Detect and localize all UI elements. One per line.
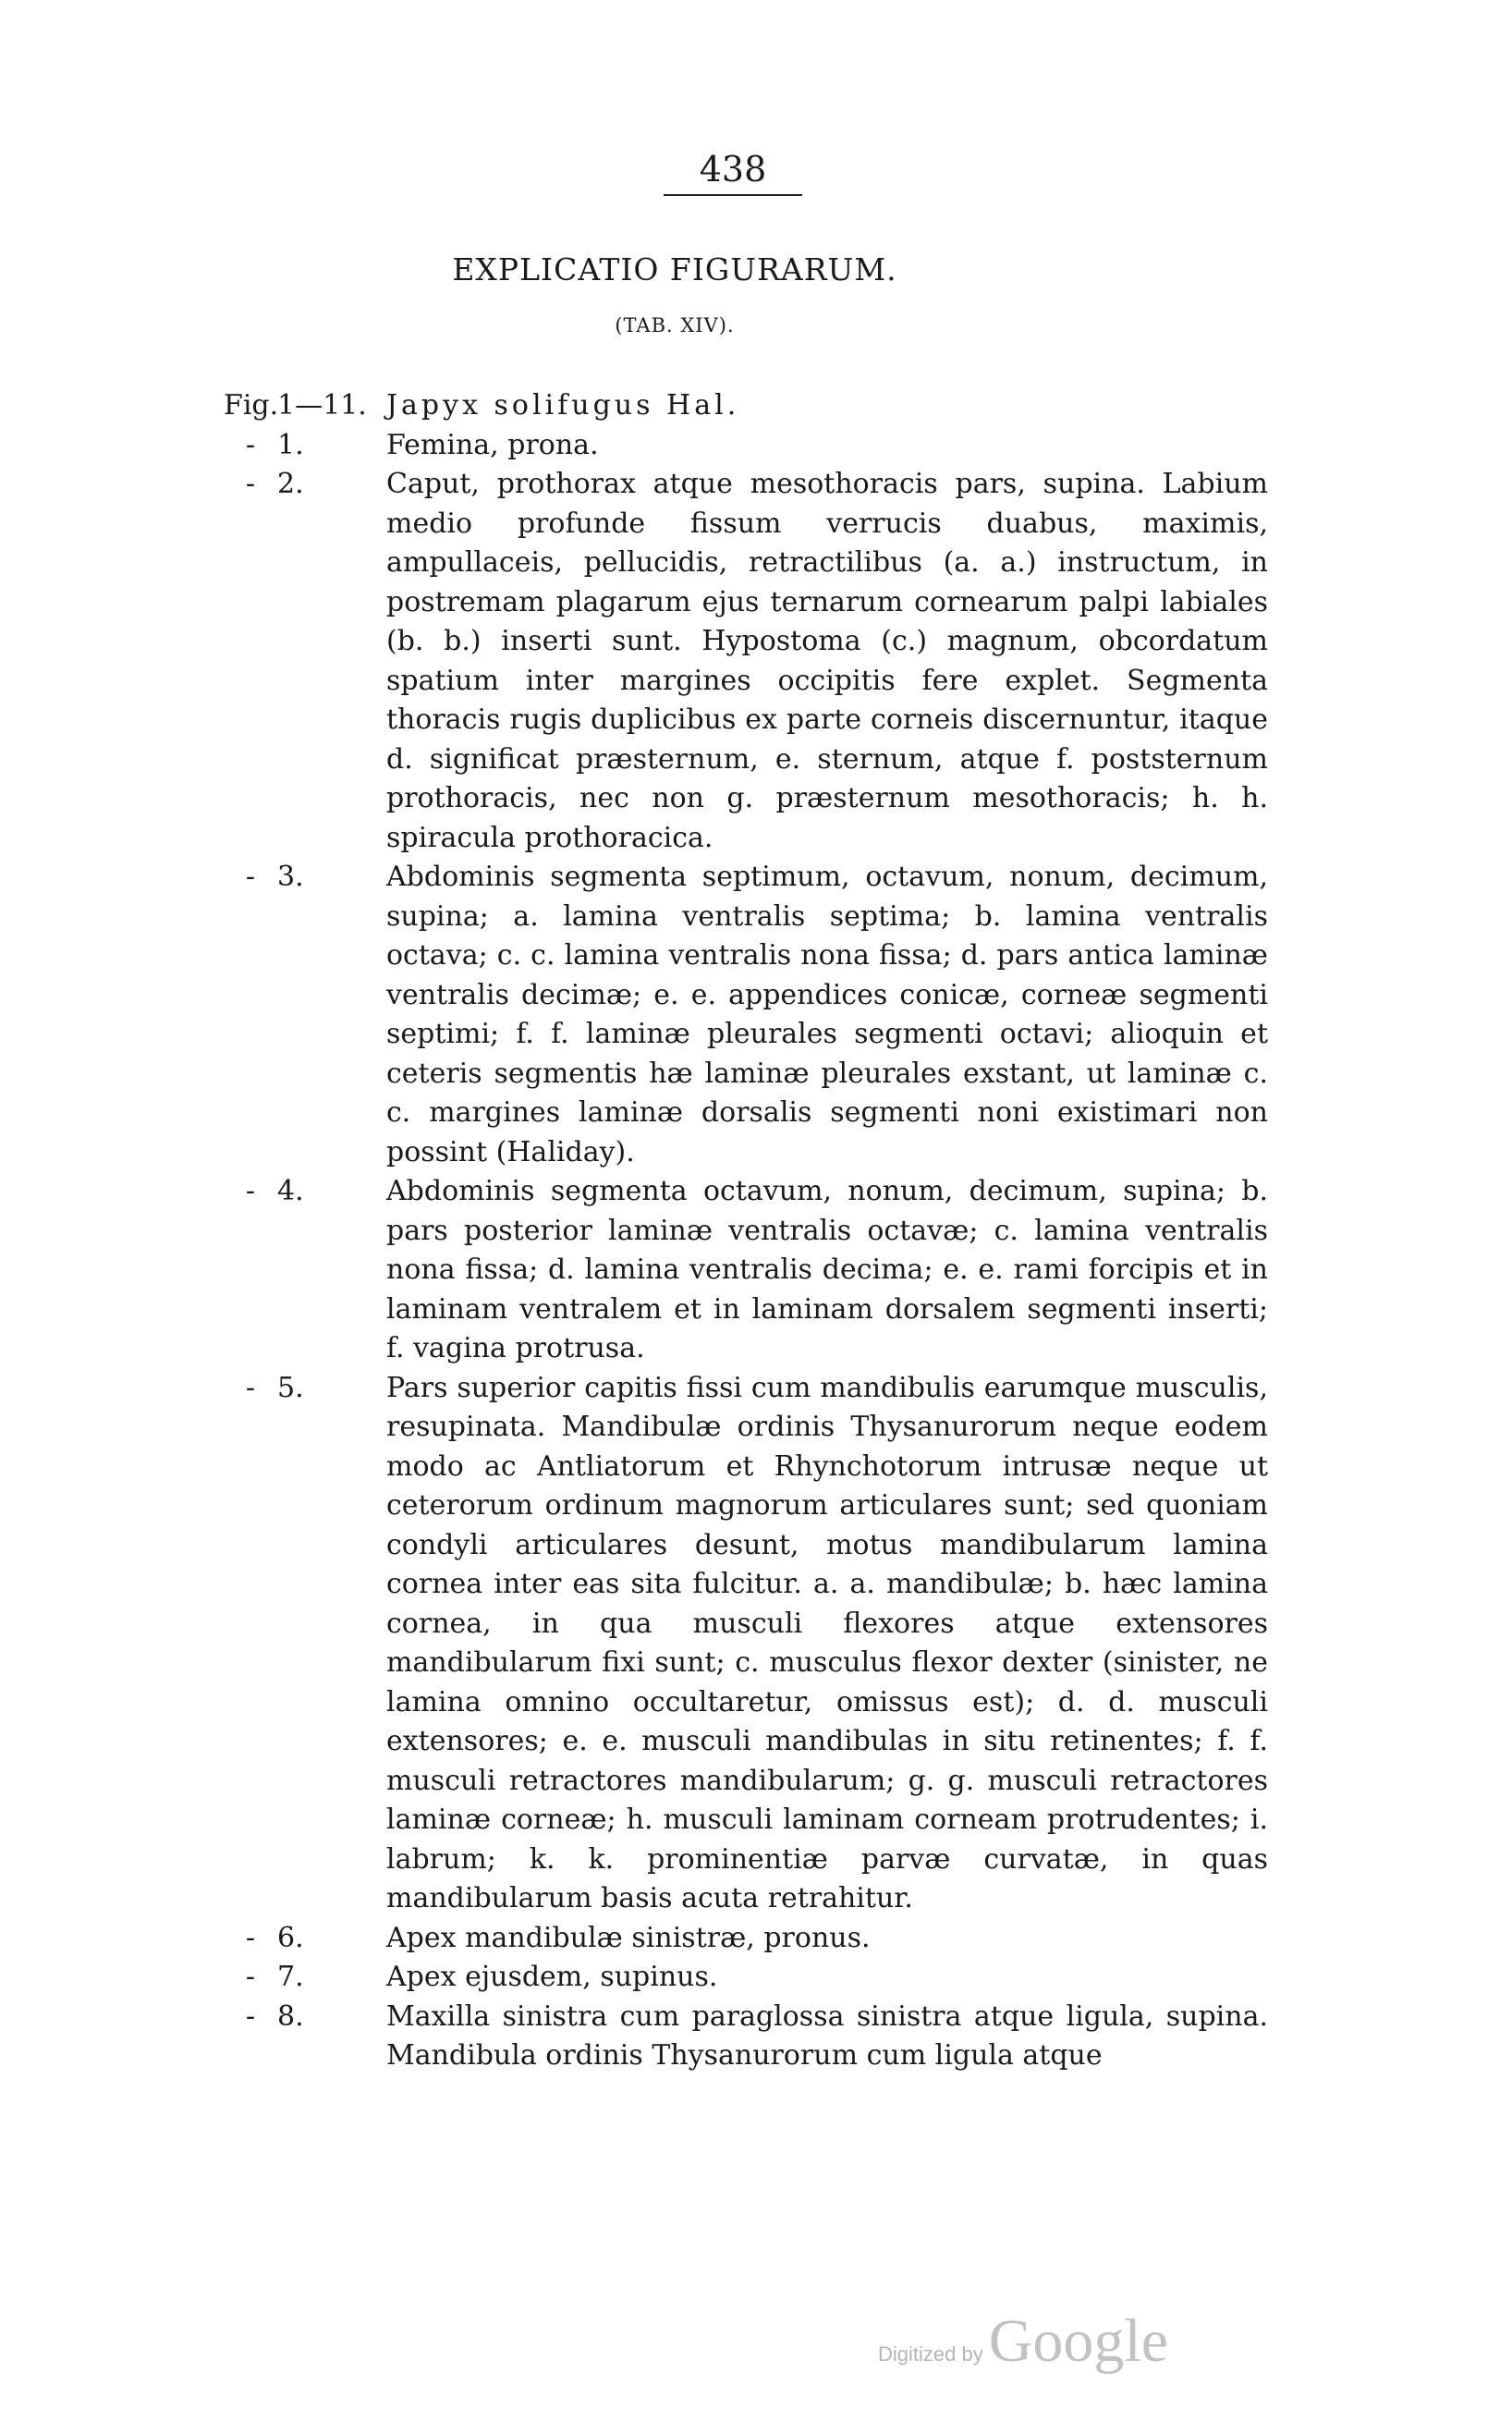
page-number: 438 — [664, 148, 802, 196]
figure-number: 4. — [277, 1175, 304, 1207]
figure-number: 6. — [277, 1921, 304, 1954]
figure-label — [224, 386, 386, 426]
figure-number: 1. — [277, 428, 304, 461]
figure-explanations — [224, 386, 1268, 2076]
figure-description: Abdominis segmenta septimum, octavum, nonum, decimum, supina; a. lamina ventralis septima; b. lamina ventralis octava; c. c. lamina ventralis nona fissa; d. pars antica laminæ ventralis decimæ; e. e. appendices conicæ, corneæ segmenti septimi; f. f. laminæ pleurales segmenti octavi; alioquin et ceteris segmentis hæ laminæ pleurales exstant, ut laminæ c. c. margines laminæ dorsalis segmenti noni existimari non possint (Haliday). — [386, 861, 1268, 1168]
figure-label — [224, 1919, 386, 1959]
figure-number: 2. — [277, 468, 304, 500]
figure-entry-3 — [224, 858, 1268, 1172]
figure-description: Apex ejusdem, supinus. — [386, 1961, 718, 1993]
plate-reference: (TAB. XIV). — [615, 314, 735, 336]
ditto-dash: - — [245, 1921, 256, 1954]
page-title: EXPLICATIO FIGURARUM. — [452, 251, 897, 287]
figure-description: Apex mandibulæ sinistræ, pronus. — [386, 1921, 871, 1954]
species-name: Japyx solifugus Hal. — [386, 389, 740, 422]
ditto-dash: - — [245, 1961, 256, 1993]
figure-label — [224, 465, 386, 505]
figure-label — [224, 1172, 386, 1212]
figure-description: Femina, prona. — [386, 428, 599, 461]
figure-entry-2 — [224, 465, 1268, 858]
figure-label — [224, 1998, 386, 2037]
figure-label — [224, 1369, 386, 1409]
ditto-dash: - — [245, 1999, 256, 2033]
figure-label — [224, 426, 386, 466]
figure-prefix: Fig. — [224, 389, 279, 422]
ditto-dash: - — [245, 861, 256, 893]
figure-entry-8 — [224, 1998, 1268, 2076]
figure-entry-1 — [224, 426, 1268, 466]
ditto-dash: - — [245, 468, 256, 500]
ditto-dash: - — [245, 1175, 256, 1207]
ditto-dash: - — [245, 1371, 256, 1404]
figure-description: Caput, prothorax atque mesothoracis pars, supina. Labium medio profunde fissum verrucis duabus, maximis, ampullaceis, pellucidis, retractilibus (a. a.) instructum, in postremam plagarum ejus ternarum cornearum palpi labiales (b. b.) inserti sunt. Hypostoma (c.) magnum, obcordatum spatium inter margines occipitis fere explet. Segmenta thoracis rugis duplicibus ex parte corneis discernuntur, itaque d. significat præsternum, e. sternum, atque f. poststernum prothoracis, nec non g. præsternum mesothoracis; h. h. spiracula prothoracica. — [386, 468, 1268, 854]
figure-number: 1—11. — [277, 389, 367, 422]
figure-label — [224, 1958, 386, 1998]
figure-entry-4 — [224, 1172, 1268, 1369]
digitized-watermark — [878, 2306, 1168, 2377]
ditto-dash: - — [245, 428, 256, 461]
figure-entry-6 — [224, 1919, 1268, 1959]
digitized-by-label: Digitized by — [878, 2342, 983, 2366]
figure-description: Pars superior capitis fissi cum mandibulis earumque musculis, resupinata. Mandibulæ ordinis Thysanurorum neque eodem modo ac Antliatorum et Rhynchotorum intrusæ neque ut ceterorum ordinum magnorum articulares sunt; sed quoniam condyli articulares desunt, motus mandibularum lamina cornea inter eas sita fulcitur. a. a. mandibulæ; b. hæc lamina cornea, in qua musculi flexores atque extensores mandibularum fixi sunt; c. musculus flexor dexter (sinister, ne lamina omnino occultaretur, omissus est); d. d. musculi extensores; e. e. musculi mandibulas in situ retinentes; f. f. musculi retractores mandibularum; g. g. musculi retractores laminæ corneæ; h. musculi laminam corneam protrudentes; i. labrum; k. k. prominentiæ parvæ curvatæ, in quas mandibularum basis acuta retrahitur. — [386, 1371, 1268, 1914]
figure-number: 8. — [277, 1999, 304, 2033]
figure-entry-7 — [224, 1958, 1268, 1998]
figure-number: 3. — [277, 861, 304, 893]
figure-label — [224, 858, 386, 898]
google-logo: Google — [988, 2307, 1169, 2375]
figure-description: Maxilla sinistra cum paraglossa sinistra atque ligula, supina. Mandibula ordinis Thysanurorum cum ligula atque — [386, 1999, 1268, 2072]
figure-entry-1-11 — [224, 386, 1268, 426]
figure-number: 5. — [277, 1371, 304, 1404]
figure-entry-5 — [224, 1369, 1268, 1919]
figure-description: Abdominis segmenta octavum, nonum, decimum, supina; b. pars posterior laminæ ventralis octavæ; c. lamina ventralis nona fissa; d. lamina ventralis decima; e. e. rami forcipis et in laminam ventralem et in laminam dorsalem segmenti inserti; f. vagina protrusa. — [386, 1175, 1268, 1364]
figure-number: 7. — [277, 1961, 304, 1993]
